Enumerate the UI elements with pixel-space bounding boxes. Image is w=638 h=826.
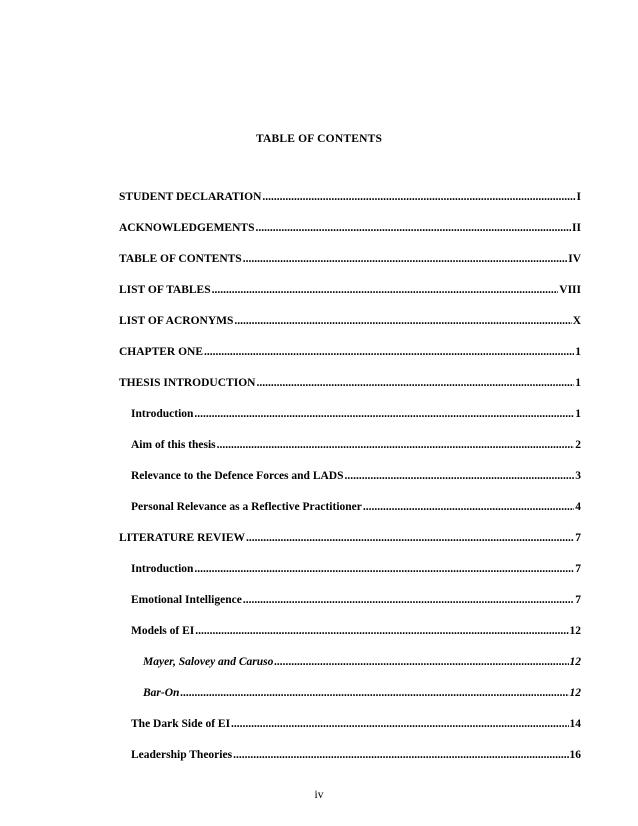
toc-entry-label: LIST OF ACRONYMS <box>119 315 234 327</box>
toc-entry-label: STUDENT DECLARATION <box>119 191 262 203</box>
toc-entry-page: 3 <box>575 470 581 482</box>
toc-entry-label: Bar-On <box>143 687 180 699</box>
toc-dot-leader <box>231 718 568 730</box>
toc-entry-page: 1 <box>575 346 581 358</box>
toc-entry-label: Personal Relevance as a Reflective Practitioner <box>131 501 362 513</box>
toc-entry-page: 1 <box>575 408 581 420</box>
toc-dot-leader <box>262 191 575 203</box>
toc-dot-leader <box>243 594 574 606</box>
toc-dot-leader <box>212 284 559 296</box>
toc-entry-label: ACKNOWLEDGEMENTS <box>119 222 255 234</box>
toc-entry[interactable] <box>119 656 581 687</box>
toc-dot-leader <box>234 315 571 327</box>
toc-entry[interactable] <box>119 501 581 532</box>
toc-entry[interactable] <box>119 253 581 284</box>
toc-entry-page: 4 <box>575 501 581 513</box>
page-number: iv <box>314 789 324 801</box>
toc-entry[interactable] <box>119 470 581 501</box>
toc-dot-leader <box>194 563 574 575</box>
toc-dot-leader <box>180 687 568 699</box>
toc-entry-label: The Dark Side of EI <box>131 718 231 730</box>
toc-entry[interactable] <box>119 315 581 346</box>
toc-entry[interactable] <box>119 191 581 222</box>
toc-entry[interactable] <box>119 563 581 594</box>
toc-entry[interactable] <box>119 222 581 253</box>
toc-entry-label: LITERATURE REVIEW <box>119 532 245 544</box>
toc-dot-leader <box>194 408 574 420</box>
toc-entry[interactable] <box>119 687 581 718</box>
toc-entry-label: Introduction <box>131 408 194 420</box>
toc-entry-page: 2 <box>575 439 581 451</box>
toc-dot-leader <box>274 656 568 668</box>
toc-entry[interactable] <box>119 625 581 656</box>
toc-entry[interactable] <box>119 439 581 470</box>
toc-entry-page: 7 <box>575 532 581 544</box>
toc-entry-label: LIST OF TABLES <box>119 284 211 296</box>
toc-entry[interactable] <box>119 532 581 563</box>
toc-entry-label: Leadership Theories <box>131 749 233 761</box>
toc-dot-leader <box>243 253 568 265</box>
page-title: TABLE OF CONTENTS <box>255 133 383 145</box>
toc-entry-page: 12 <box>569 625 581 637</box>
toc-entry[interactable] <box>119 346 581 377</box>
toc-entry-page: 12 <box>569 687 581 699</box>
toc-entry-page: 1 <box>575 377 581 389</box>
toc-entry-page: I <box>576 191 581 203</box>
toc-dot-leader <box>256 377 574 389</box>
toc-entry-label: Mayer, Salovey and Caruso <box>143 656 274 668</box>
toc-entry[interactable] <box>119 594 581 625</box>
toc-entry-page: IV <box>568 253 581 265</box>
toc-entry-page: X <box>572 315 581 327</box>
toc-dot-leader <box>255 222 571 234</box>
toc-dot-leader <box>345 470 575 482</box>
toc-entry-label: Relevance to the Defence Forces and LADS <box>131 470 344 482</box>
toc-entry-page: 14 <box>569 718 581 730</box>
toc-entry-label: Aim of this thesis <box>131 439 216 451</box>
toc-dot-leader <box>217 439 575 451</box>
toc-entry[interactable] <box>119 718 581 749</box>
toc-entry-page: 16 <box>569 749 581 761</box>
toc-entry-page: VIII <box>559 284 581 296</box>
toc-entry-label: Emotional Intelligence <box>131 594 242 606</box>
toc-entry-page: II <box>572 222 581 234</box>
toc-dot-leader <box>363 501 574 513</box>
toc-entry[interactable] <box>119 749 581 780</box>
toc-entry[interactable] <box>119 377 581 408</box>
toc-entry-page: 7 <box>575 594 581 606</box>
toc-entry-label: Introduction <box>131 563 194 575</box>
toc-entry[interactable] <box>119 284 581 315</box>
toc-entry-page: 7 <box>575 563 581 575</box>
toc-dot-leader <box>233 749 568 761</box>
toc-entry[interactable] <box>119 408 581 439</box>
toc-entry-page: 12 <box>569 656 581 668</box>
toc-list <box>119 191 581 780</box>
toc-dot-leader <box>246 532 574 544</box>
toc-entry-label: TABLE OF CONTENTS <box>119 253 242 265</box>
toc-entry-label: THESIS INTRODUCTION <box>119 377 256 389</box>
toc-entry-label: Models of EI <box>131 625 195 637</box>
toc-entry-label: CHAPTER ONE <box>119 346 204 358</box>
toc-dot-leader <box>204 346 574 358</box>
toc-dot-leader <box>195 625 568 637</box>
